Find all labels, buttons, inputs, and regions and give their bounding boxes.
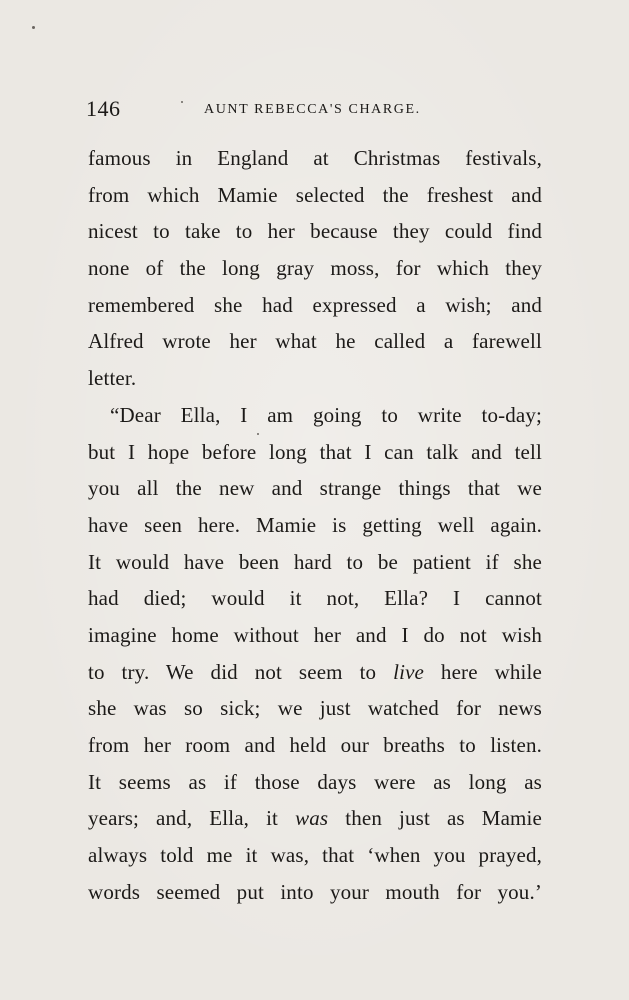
text-line: It seems as if those days were as long as: [88, 769, 542, 794]
text-line: nicest to take to her because they could find: [88, 219, 542, 244]
print-speck: [257, 433, 259, 435]
print-speck: [181, 101, 183, 103]
text-line: Alfred wrote her what he called a farewell: [88, 329, 542, 354]
text-line: imagine home without her and I do not wish: [88, 622, 542, 647]
text-line: always told me it was, that ‘when you prayed,: [88, 843, 542, 868]
text-line: from her room and held our breaths to listen.: [88, 733, 542, 757]
text-segment: years; and, Ella, it: [88, 806, 296, 831]
text-line: but I hope before long that I can talk and tell: [88, 439, 542, 464]
text-line: famous in England at Christmas festivals,: [88, 146, 542, 170]
text-line: [88, 800, 542, 837]
text-segment: here while: [424, 659, 542, 684]
text-line: none of the long gray moss, for which they: [88, 256, 542, 281]
text-line: [88, 654, 542, 691]
body-text: [88, 140, 542, 910]
emphasized-word: was: [295, 806, 329, 831]
text-line: It would have been hard to be patient if she: [88, 549, 542, 574]
running-head: [86, 96, 542, 126]
text-line: have seen here. Mamie is getting well again.: [88, 512, 542, 537]
text-line: you all the new and strange things that we: [88, 476, 542, 501]
text-line: “Dear Ella, I am going to write to-day;: [110, 402, 542, 427]
text-line: had died; would it not, Ella? I cannot: [88, 586, 542, 611]
text-segment: then just as Mamie: [328, 806, 542, 831]
running-title: AUNT REBECCA'S CHARGE.: [204, 102, 421, 117]
page-number: 146: [86, 96, 121, 121]
text-segment: to try. We did not seem to: [88, 659, 394, 684]
text-line: from which Mamie selected the freshest and: [88, 182, 542, 207]
print-speck: [32, 26, 35, 29]
text-line: letter.: [88, 366, 137, 391]
text-line: words seemed put into your mouth for you.’: [88, 879, 542, 904]
text-line: remembered she had expressed a wish; and: [88, 292, 542, 317]
emphasized-word: live: [393, 659, 425, 684]
text-line: she was so sick; we just watched for news: [88, 696, 542, 721]
